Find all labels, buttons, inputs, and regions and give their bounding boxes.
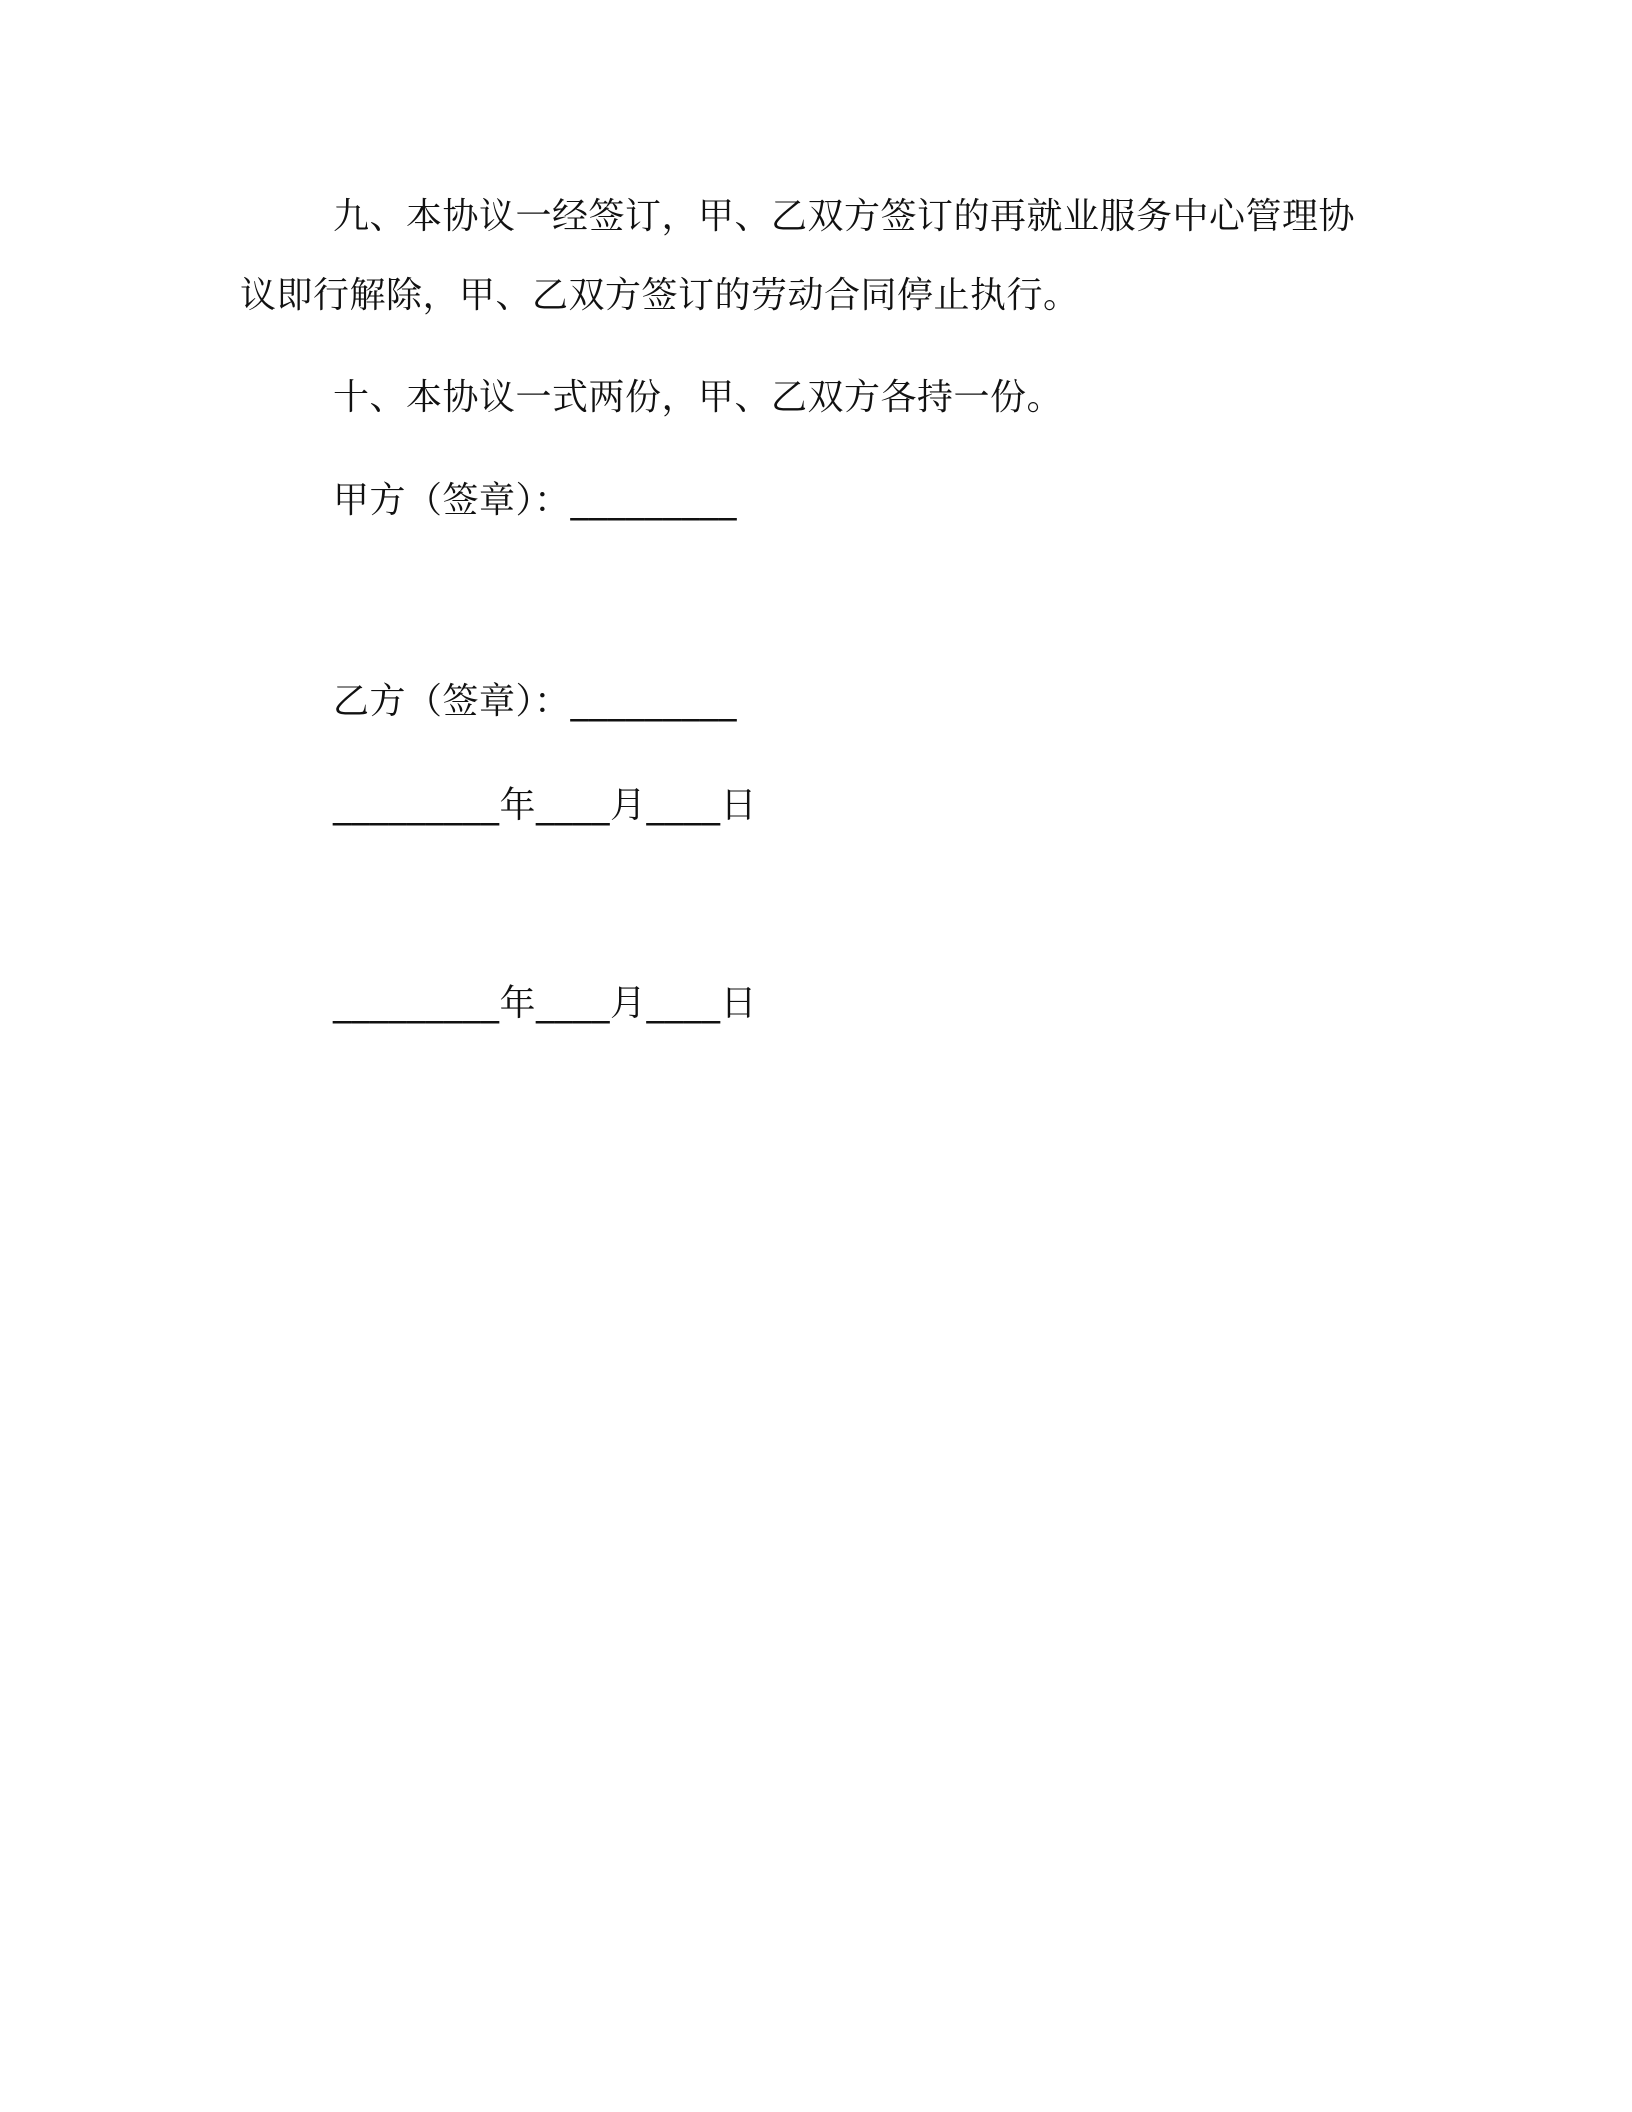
date-line-1: _________年____月____日: [333, 785, 757, 826]
clause-10: 十、本协议一式两份，甲、乙双方各持一份。: [333, 377, 1064, 418]
clause-9-line-1: 九、本协议一经签订，甲、乙双方签订的再就业服务中心管理协: [333, 196, 1356, 237]
party-b-signature-line: 乙方（签章）：_________: [333, 681, 738, 722]
date-line-2: _________年____月____日: [333, 983, 757, 1024]
clause-9-line-2: 议即行解除，甲、乙双方签订的劳动合同停止执行。: [240, 275, 1080, 316]
party-a-signature-line: 甲方（签章）：_________: [333, 480, 738, 521]
